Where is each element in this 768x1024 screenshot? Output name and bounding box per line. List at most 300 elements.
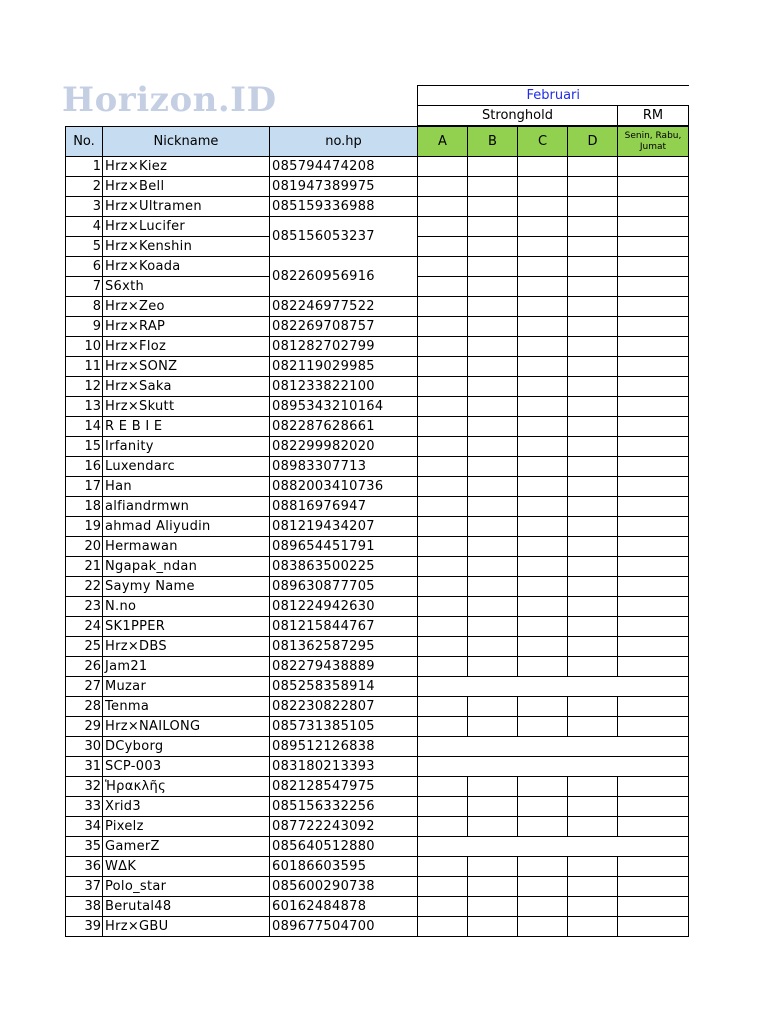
row-number-cell[interactable]: 11 xyxy=(66,357,103,377)
row-number-cell[interactable]: 2 xyxy=(66,177,103,197)
row-number-cell[interactable]: 33 xyxy=(66,797,103,817)
stronghold-b-cell[interactable] xyxy=(468,477,518,497)
stronghold-b-cell[interactable] xyxy=(468,357,518,377)
stronghold-a-cell[interactable] xyxy=(418,497,468,517)
rm-cell[interactable] xyxy=(618,417,689,437)
row-number-cell[interactable]: 4 xyxy=(66,217,103,237)
stronghold-a-cell[interactable] xyxy=(418,397,468,417)
stronghold-c-cell[interactable] xyxy=(518,517,568,537)
stronghold-a-cell[interactable] xyxy=(418,657,468,677)
stronghold-b-cell[interactable] xyxy=(468,817,518,837)
rm-cell[interactable] xyxy=(618,637,689,657)
stronghold-d-cell[interactable] xyxy=(568,477,618,497)
nickname-cell[interactable]: Hrz×Koada xyxy=(103,257,270,277)
phone-cell[interactable]: 089654451791 xyxy=(270,537,418,557)
phone-cell[interactable]: 0882003410736 xyxy=(270,477,418,497)
stronghold-d-cell[interactable] xyxy=(568,277,618,297)
phone-cell[interactable]: 085156053237 xyxy=(270,217,418,257)
stronghold-a-cell[interactable] xyxy=(418,617,468,637)
phone-cell[interactable]: 081233822100 xyxy=(270,377,418,397)
phone-cell[interactable]: 081282702799 xyxy=(270,337,418,357)
rm-cell[interactable] xyxy=(618,817,689,837)
stronghold-d-cell[interactable] xyxy=(568,337,618,357)
stronghold-c-cell[interactable] xyxy=(518,697,568,717)
stronghold-b-cell[interactable] xyxy=(468,217,518,237)
rm-cell[interactable] xyxy=(618,597,689,617)
phone-cell[interactable]: 0895343210164 xyxy=(270,397,418,417)
merged-attendance-cell[interactable] xyxy=(418,737,689,757)
header-rm-days[interactable]: Senin, Rabu, Jumat xyxy=(618,127,689,157)
stronghold-a-cell[interactable] xyxy=(418,897,468,917)
stronghold-b-cell[interactable] xyxy=(468,617,518,637)
rm-cell[interactable] xyxy=(618,237,689,257)
phone-cell[interactable]: 082260956916 xyxy=(270,257,418,297)
stronghold-a-cell[interactable] xyxy=(418,777,468,797)
nickname-cell[interactable]: Hrz×Kenshin xyxy=(103,237,270,257)
stronghold-b-cell[interactable] xyxy=(468,557,518,577)
stronghold-a-cell[interactable] xyxy=(418,877,468,897)
rm-cell[interactable] xyxy=(618,497,689,517)
row-number-cell[interactable]: 8 xyxy=(66,297,103,317)
stronghold-a-cell[interactable] xyxy=(418,437,468,457)
stronghold-d-cell[interactable] xyxy=(568,437,618,457)
stronghold-d-cell[interactable] xyxy=(568,637,618,657)
stronghold-c-cell[interactable] xyxy=(518,397,568,417)
nickname-cell[interactable]: Jam21 xyxy=(103,657,270,677)
stronghold-b-cell[interactable] xyxy=(468,857,518,877)
stronghold-b-cell[interactable] xyxy=(468,517,518,537)
row-number-cell[interactable]: 38 xyxy=(66,897,103,917)
stronghold-a-cell[interactable] xyxy=(418,917,468,937)
phone-cell[interactable]: 083180213393 xyxy=(270,757,418,777)
stronghold-d-cell[interactable] xyxy=(568,397,618,417)
nickname-cell[interactable]: Hrz×Skutt xyxy=(103,397,270,417)
rm-cell[interactable] xyxy=(618,217,689,237)
stronghold-b-cell[interactable] xyxy=(468,397,518,417)
stronghold-b-cell[interactable] xyxy=(468,417,518,437)
merged-attendance-cell[interactable] xyxy=(418,837,689,857)
phone-cell[interactable]: 60186603595 xyxy=(270,857,418,877)
rm-cell[interactable] xyxy=(618,657,689,677)
row-number-cell[interactable]: 32 xyxy=(66,777,103,797)
stronghold-c-cell[interactable] xyxy=(518,817,568,837)
nickname-cell[interactable]: ahmad Aliyudin xyxy=(103,517,270,537)
stronghold-b-cell[interactable] xyxy=(468,277,518,297)
row-number-cell[interactable]: 19 xyxy=(66,517,103,537)
stronghold-a-cell[interactable] xyxy=(418,717,468,737)
phone-cell[interactable]: 082287628661 xyxy=(270,417,418,437)
row-number-cell[interactable]: 7 xyxy=(66,277,103,297)
stronghold-b-cell[interactable] xyxy=(468,657,518,677)
stronghold-c-cell[interactable] xyxy=(518,177,568,197)
stronghold-a-cell[interactable] xyxy=(418,557,468,577)
rm-cell[interactable] xyxy=(618,557,689,577)
stronghold-c-cell[interactable] xyxy=(518,257,568,277)
nickname-cell[interactable]: Han xyxy=(103,477,270,497)
header-stronghold-c[interactable]: C xyxy=(518,127,568,157)
row-number-cell[interactable]: 22 xyxy=(66,577,103,597)
stronghold-a-cell[interactable] xyxy=(418,377,468,397)
phone-cell[interactable]: 082246977522 xyxy=(270,297,418,317)
stronghold-d-cell[interactable] xyxy=(568,817,618,837)
phone-cell[interactable]: 087722243092 xyxy=(270,817,418,837)
rm-cell[interactable] xyxy=(618,617,689,637)
row-number-cell[interactable]: 10 xyxy=(66,337,103,357)
stronghold-d-cell[interactable] xyxy=(568,157,618,177)
nickname-cell[interactable]: Hrz×DBS xyxy=(103,637,270,657)
nickname-cell[interactable]: WΔK xyxy=(103,857,270,877)
stronghold-d-cell[interactable] xyxy=(568,517,618,537)
stronghold-d-cell[interactable] xyxy=(568,557,618,577)
row-number-cell[interactable]: 3 xyxy=(66,197,103,217)
stronghold-a-cell[interactable] xyxy=(418,317,468,337)
stronghold-b-cell[interactable] xyxy=(468,497,518,517)
stronghold-d-cell[interactable] xyxy=(568,577,618,597)
row-number-cell[interactable]: 15 xyxy=(66,437,103,457)
stronghold-d-cell[interactable] xyxy=(568,717,618,737)
stronghold-c-cell[interactable] xyxy=(518,377,568,397)
phone-cell[interactable]: 089677504700 xyxy=(270,917,418,937)
stronghold-d-cell[interactable] xyxy=(568,877,618,897)
stronghold-d-cell[interactable] xyxy=(568,497,618,517)
stronghold-b-cell[interactable] xyxy=(468,917,518,937)
rm-cell[interactable] xyxy=(618,297,689,317)
stronghold-b-cell[interactable] xyxy=(468,317,518,337)
stronghold-a-cell[interactable] xyxy=(418,297,468,317)
stronghold-c-cell[interactable] xyxy=(518,897,568,917)
rm-cell[interactable] xyxy=(618,577,689,597)
nickname-cell[interactable]: Hrz×Zeo xyxy=(103,297,270,317)
stronghold-c-cell[interactable] xyxy=(518,477,568,497)
phone-cell[interactable]: 085731385105 xyxy=(270,717,418,737)
stronghold-c-cell[interactable] xyxy=(518,297,568,317)
nickname-cell[interactable]: Hermawan xyxy=(103,537,270,557)
stronghold-a-cell[interactable] xyxy=(418,257,468,277)
row-number-cell[interactable]: 1 xyxy=(66,157,103,177)
stronghold-c-cell[interactable] xyxy=(518,277,568,297)
stronghold-c-cell[interactable] xyxy=(518,917,568,937)
header-stronghold-a[interactable]: A xyxy=(418,127,468,157)
phone-cell[interactable]: 089512126838 xyxy=(270,737,418,757)
rm-cell[interactable] xyxy=(618,897,689,917)
stronghold-c-cell[interactable] xyxy=(518,597,568,617)
rm-cell[interactable] xyxy=(618,917,689,937)
stronghold-a-cell[interactable] xyxy=(418,417,468,437)
stronghold-b-cell[interactable] xyxy=(468,537,518,557)
header-nickname[interactable]: Nickname xyxy=(103,127,270,157)
nickname-cell[interactable]: Saymy Name xyxy=(103,577,270,597)
rm-cell[interactable] xyxy=(618,777,689,797)
stronghold-c-cell[interactable] xyxy=(518,237,568,257)
row-number-cell[interactable]: 21 xyxy=(66,557,103,577)
row-number-cell[interactable]: 16 xyxy=(66,457,103,477)
stronghold-a-cell[interactable] xyxy=(418,517,468,537)
row-number-cell[interactable]: 34 xyxy=(66,817,103,837)
stronghold-d-cell[interactable] xyxy=(568,357,618,377)
stronghold-c-cell[interactable] xyxy=(518,577,568,597)
stronghold-b-cell[interactable] xyxy=(468,297,518,317)
stronghold-d-cell[interactable] xyxy=(568,917,618,937)
row-number-cell[interactable]: 39 xyxy=(66,917,103,937)
nickname-cell[interactable]: Hrz×Ultramen xyxy=(103,197,270,217)
stronghold-c-cell[interactable] xyxy=(518,557,568,577)
stronghold-b-cell[interactable] xyxy=(468,797,518,817)
stronghold-b-cell[interactable] xyxy=(468,177,518,197)
stronghold-b-cell[interactable] xyxy=(468,457,518,477)
phone-cell[interactable]: 083863500225 xyxy=(270,557,418,577)
phone-cell[interactable]: 60162484878 xyxy=(270,897,418,917)
stronghold-c-cell[interactable] xyxy=(518,417,568,437)
stronghold-d-cell[interactable] xyxy=(568,317,618,337)
stronghold-b-cell[interactable] xyxy=(468,577,518,597)
rm-cell[interactable] xyxy=(618,457,689,477)
stronghold-d-cell[interactable] xyxy=(568,857,618,877)
row-number-cell[interactable]: 26 xyxy=(66,657,103,677)
nickname-cell[interactable]: SK1PPER xyxy=(103,617,270,637)
nickname-cell[interactable]: Tenma xyxy=(103,697,270,717)
stronghold-c-cell[interactable] xyxy=(518,157,568,177)
stronghold-d-cell[interactable] xyxy=(568,797,618,817)
phone-cell[interactable]: 082269708757 xyxy=(270,317,418,337)
rm-cell[interactable] xyxy=(618,537,689,557)
stronghold-c-cell[interactable] xyxy=(518,857,568,877)
stronghold-c-cell[interactable] xyxy=(518,357,568,377)
phone-cell[interactable]: 085640512880 xyxy=(270,837,418,857)
nickname-cell[interactable]: Hrz×GBU xyxy=(103,917,270,937)
rm-cell[interactable] xyxy=(618,197,689,217)
stronghold-d-cell[interactable] xyxy=(568,217,618,237)
stronghold-d-cell[interactable] xyxy=(568,237,618,257)
stronghold-d-cell[interactable] xyxy=(568,297,618,317)
row-number-cell[interactable]: 9 xyxy=(66,317,103,337)
stronghold-a-cell[interactable] xyxy=(418,597,468,617)
stronghold-d-cell[interactable] xyxy=(568,377,618,397)
row-number-cell[interactable]: 25 xyxy=(66,637,103,657)
stronghold-a-cell[interactable] xyxy=(418,277,468,297)
stronghold-b-cell[interactable] xyxy=(468,437,518,457)
nickname-cell[interactable]: Hrz×Saka xyxy=(103,377,270,397)
stronghold-c-cell[interactable] xyxy=(518,217,568,237)
row-number-cell[interactable]: 28 xyxy=(66,697,103,717)
phone-cell[interactable]: 082299982020 xyxy=(270,437,418,457)
header-stronghold-d[interactable]: D xyxy=(568,127,618,157)
stronghold-a-cell[interactable] xyxy=(418,537,468,557)
rm-cell[interactable] xyxy=(618,877,689,897)
row-number-cell[interactable]: 30 xyxy=(66,737,103,757)
row-number-cell[interactable]: 12 xyxy=(66,377,103,397)
phone-cell[interactable]: 082128547975 xyxy=(270,777,418,797)
stronghold-c-cell[interactable] xyxy=(518,537,568,557)
stronghold-b-cell[interactable] xyxy=(468,717,518,737)
stronghold-a-cell[interactable] xyxy=(418,577,468,597)
stronghold-a-cell[interactable] xyxy=(418,857,468,877)
phone-cell[interactable]: 082119029985 xyxy=(270,357,418,377)
row-number-cell[interactable]: 24 xyxy=(66,617,103,637)
rm-cell[interactable] xyxy=(618,337,689,357)
stronghold-c-cell[interactable] xyxy=(518,437,568,457)
nickname-cell[interactable]: N.no xyxy=(103,597,270,617)
stronghold-c-cell[interactable] xyxy=(518,637,568,657)
row-number-cell[interactable]: 27 xyxy=(66,677,103,697)
stronghold-c-cell[interactable] xyxy=(518,657,568,677)
nickname-cell[interactable]: Ngapak_ndan xyxy=(103,557,270,577)
nickname-cell[interactable]: alfiandrmwn xyxy=(103,497,270,517)
stronghold-c-cell[interactable] xyxy=(518,497,568,517)
row-number-cell[interactable]: 5 xyxy=(66,237,103,257)
row-number-cell[interactable]: 35 xyxy=(66,837,103,857)
phone-cell[interactable]: 085794474208 xyxy=(270,157,418,177)
rm-cell[interactable] xyxy=(618,277,689,297)
merged-attendance-cell[interactable] xyxy=(418,757,689,777)
stronghold-a-cell[interactable] xyxy=(418,157,468,177)
nickname-cell[interactable]: S6xth xyxy=(103,277,270,297)
stronghold-b-cell[interactable] xyxy=(468,637,518,657)
row-number-cell[interactable]: 36 xyxy=(66,857,103,877)
stronghold-a-cell[interactable] xyxy=(418,697,468,717)
phone-cell[interactable]: 082279438889 xyxy=(270,657,418,677)
nickname-cell[interactable]: Hrz×NAILONG xyxy=(103,717,270,737)
nickname-cell[interactable]: R E B I E xyxy=(103,417,270,437)
stronghold-c-cell[interactable] xyxy=(518,457,568,477)
merged-attendance-cell[interactable] xyxy=(418,677,689,697)
nickname-cell[interactable]: Xrid3 xyxy=(103,797,270,817)
nickname-cell[interactable]: Luxendarc xyxy=(103,457,270,477)
header-no[interactable]: No. xyxy=(66,127,103,157)
row-number-cell[interactable]: 29 xyxy=(66,717,103,737)
stronghold-d-cell[interactable] xyxy=(568,177,618,197)
stronghold-b-cell[interactable] xyxy=(468,337,518,357)
stronghold-a-cell[interactable] xyxy=(418,237,468,257)
row-number-cell[interactable]: 18 xyxy=(66,497,103,517)
phone-cell[interactable]: 081215844767 xyxy=(270,617,418,637)
phone-cell[interactable]: 08983307713 xyxy=(270,457,418,477)
row-number-cell[interactable]: 14 xyxy=(66,417,103,437)
nickname-cell[interactable]: SCP-003 xyxy=(103,757,270,777)
header-stronghold-b[interactable]: B xyxy=(468,127,518,157)
stronghold-d-cell[interactable] xyxy=(568,897,618,917)
stronghold-b-cell[interactable] xyxy=(468,897,518,917)
rm-cell[interactable] xyxy=(618,477,689,497)
stronghold-d-cell[interactable] xyxy=(568,657,618,677)
nickname-cell[interactable]: Hrz×Floz xyxy=(103,337,270,357)
phone-cell[interactable]: 081224942630 xyxy=(270,597,418,617)
rm-cell[interactable] xyxy=(618,437,689,457)
nickname-cell[interactable]: Hrz×Bell xyxy=(103,177,270,197)
stronghold-a-cell[interactable] xyxy=(418,217,468,237)
stronghold-b-cell[interactable] xyxy=(468,237,518,257)
row-number-cell[interactable]: 17 xyxy=(66,477,103,497)
stronghold-b-cell[interactable] xyxy=(468,157,518,177)
stronghold-b-cell[interactable] xyxy=(468,257,518,277)
rm-cell[interactable] xyxy=(618,317,689,337)
rm-cell[interactable] xyxy=(618,157,689,177)
stronghold-c-cell[interactable] xyxy=(518,877,568,897)
nickname-cell[interactable]: Pixelz xyxy=(103,817,270,837)
phone-cell[interactable]: 08816976947 xyxy=(270,497,418,517)
stronghold-c-cell[interactable] xyxy=(518,337,568,357)
nickname-cell[interactable]: Berutal48 xyxy=(103,897,270,917)
phone-cell[interactable]: 085600290738 xyxy=(270,877,418,897)
nickname-cell[interactable]: Ἡρακλῆς xyxy=(103,777,270,797)
rm-cell[interactable] xyxy=(618,397,689,417)
stronghold-b-cell[interactable] xyxy=(468,377,518,397)
phone-cell[interactable]: 085159336988 xyxy=(270,197,418,217)
stronghold-c-cell[interactable] xyxy=(518,197,568,217)
row-number-cell[interactable]: 37 xyxy=(66,877,103,897)
stronghold-c-cell[interactable] xyxy=(518,797,568,817)
stronghold-a-cell[interactable] xyxy=(418,177,468,197)
stronghold-a-cell[interactable] xyxy=(418,357,468,377)
nickname-cell[interactable]: Hrz×SONZ xyxy=(103,357,270,377)
stronghold-c-cell[interactable] xyxy=(518,317,568,337)
stronghold-b-cell[interactable] xyxy=(468,597,518,617)
stronghold-a-cell[interactable] xyxy=(418,797,468,817)
row-number-cell[interactable]: 6 xyxy=(66,257,103,277)
stronghold-a-cell[interactable] xyxy=(418,457,468,477)
stronghold-c-cell[interactable] xyxy=(518,777,568,797)
phone-cell[interactable]: 085156332256 xyxy=(270,797,418,817)
stronghold-a-cell[interactable] xyxy=(418,197,468,217)
stronghold-d-cell[interactable] xyxy=(568,777,618,797)
stronghold-b-cell[interactable] xyxy=(468,877,518,897)
stronghold-c-cell[interactable] xyxy=(518,717,568,737)
row-number-cell[interactable]: 31 xyxy=(66,757,103,777)
phone-cell[interactable]: 081362587295 xyxy=(270,637,418,657)
stronghold-d-cell[interactable] xyxy=(568,197,618,217)
phone-cell[interactable]: 081219434207 xyxy=(270,517,418,537)
rm-cell[interactable] xyxy=(618,377,689,397)
stronghold-d-cell[interactable] xyxy=(568,257,618,277)
phone-cell[interactable]: 085258358914 xyxy=(270,677,418,697)
rm-cell[interactable] xyxy=(618,517,689,537)
phone-cell[interactable]: 089630877705 xyxy=(270,577,418,597)
rm-cell[interactable] xyxy=(618,177,689,197)
stronghold-d-cell[interactable] xyxy=(568,457,618,477)
stronghold-b-cell[interactable] xyxy=(468,697,518,717)
rm-cell[interactable] xyxy=(618,697,689,717)
nickname-cell[interactable]: Hrz×Lucifer xyxy=(103,217,270,237)
stronghold-d-cell[interactable] xyxy=(568,537,618,557)
phone-cell[interactable]: 081947389975 xyxy=(270,177,418,197)
nickname-cell[interactable]: Hrz×Kiez xyxy=(103,157,270,177)
nickname-cell[interactable]: Irfanity xyxy=(103,437,270,457)
nickname-cell[interactable]: Muzar xyxy=(103,677,270,697)
header-phone[interactable]: no.hp xyxy=(270,127,418,157)
stronghold-d-cell[interactable] xyxy=(568,597,618,617)
stronghold-c-cell[interactable] xyxy=(518,617,568,637)
stronghold-d-cell[interactable] xyxy=(568,617,618,637)
nickname-cell[interactable]: Hrz×RAP xyxy=(103,317,270,337)
row-number-cell[interactable]: 20 xyxy=(66,537,103,557)
rm-cell[interactable] xyxy=(618,717,689,737)
nickname-cell[interactable]: DCyborg xyxy=(103,737,270,757)
stronghold-a-cell[interactable] xyxy=(418,637,468,657)
stronghold-d-cell[interactable] xyxy=(568,417,618,437)
rm-cell[interactable] xyxy=(618,257,689,277)
nickname-cell[interactable]: Polo_star xyxy=(103,877,270,897)
stronghold-a-cell[interactable] xyxy=(418,817,468,837)
stronghold-b-cell[interactable] xyxy=(468,197,518,217)
nickname-cell[interactable]: GamerZ xyxy=(103,837,270,857)
stronghold-a-cell[interactable] xyxy=(418,337,468,357)
stronghold-d-cell[interactable] xyxy=(568,697,618,717)
stronghold-a-cell[interactable] xyxy=(418,477,468,497)
row-number-cell[interactable]: 13 xyxy=(66,397,103,417)
phone-cell[interactable]: 082230822807 xyxy=(270,697,418,717)
rm-cell[interactable] xyxy=(618,357,689,377)
rm-cell[interactable] xyxy=(618,797,689,817)
stronghold-b-cell[interactable] xyxy=(468,777,518,797)
